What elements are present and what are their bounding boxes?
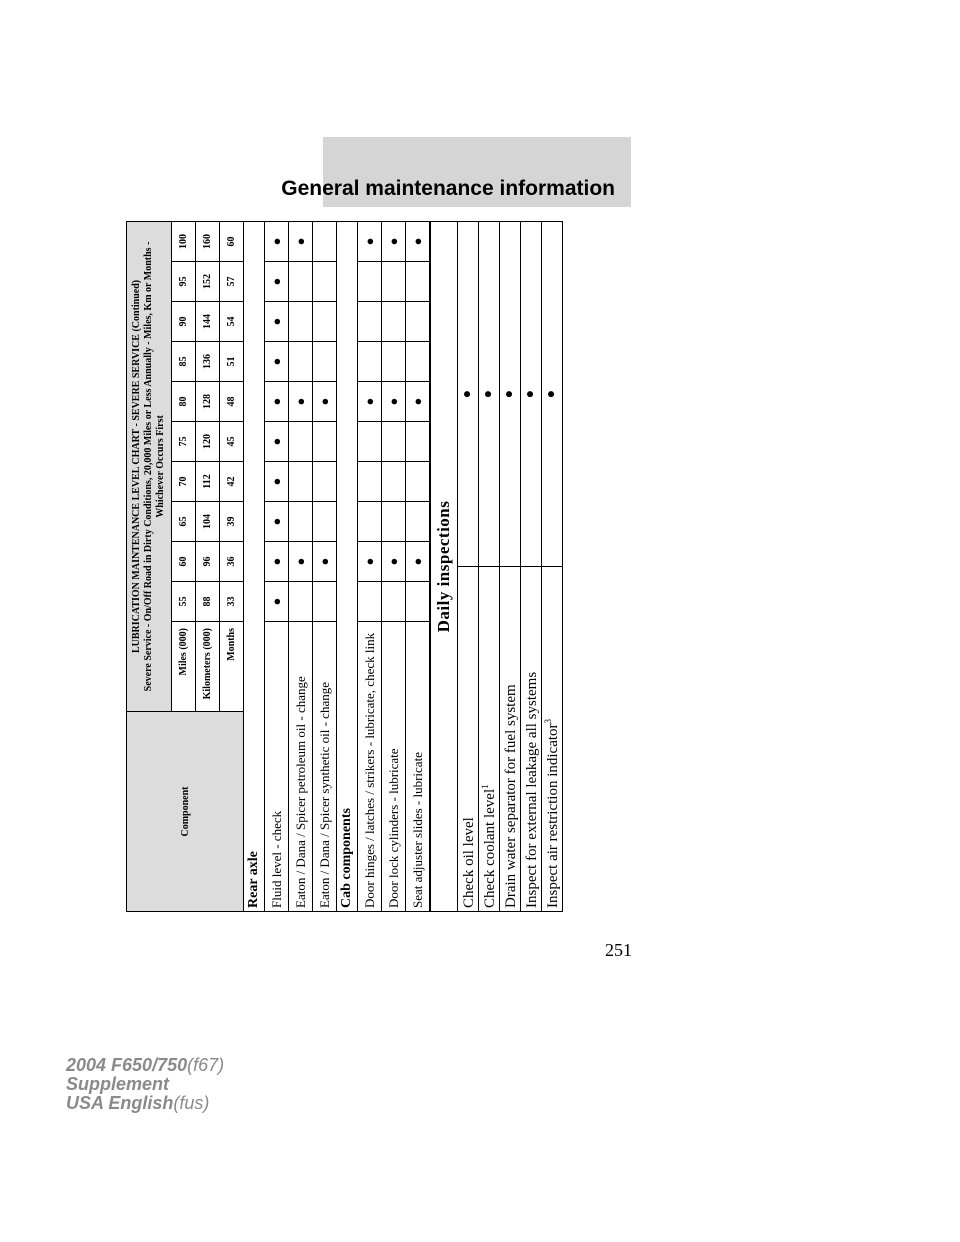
footer-language-code: (fus) — [173, 1093, 210, 1113]
km-value: 136 — [196, 342, 220, 382]
item-label: Eaton / Dana / Spicer synthetic oil - change — [313, 622, 337, 912]
maintenance-chart-frame — [126, 222, 561, 912]
service-mark: ● — [382, 542, 406, 582]
service-mark — [289, 302, 313, 342]
table-row — [313, 221, 337, 911]
miles-value: 55 — [172, 582, 196, 622]
service-mark — [289, 342, 313, 382]
months-value: 54 — [220, 302, 244, 342]
daily-item-text: Inspect for external leakage all systems — [523, 671, 540, 908]
service-mark: ● — [265, 342, 289, 382]
daily-item-text: Check oil level — [460, 817, 477, 908]
service-mark — [382, 262, 406, 302]
service-mark: ● — [265, 422, 289, 462]
daily-item-label — [500, 567, 521, 912]
km-label: Kilometers (000) — [196, 622, 220, 712]
miles-value: 95 — [172, 262, 196, 302]
service-mark: ● — [289, 542, 313, 582]
daily-inspections-table — [430, 221, 563, 912]
service-mark — [406, 502, 430, 542]
service-mark: ● — [358, 221, 382, 261]
section-title: Rear axle — [244, 221, 265, 911]
service-mark: ● — [358, 382, 382, 422]
service-mark — [313, 262, 337, 302]
daily-mark: ● — [521, 222, 542, 567]
service-mark: ● — [313, 382, 337, 422]
service-mark: ● — [265, 462, 289, 502]
service-mark — [406, 582, 430, 622]
km-value: 144 — [196, 302, 220, 342]
service-mark — [289, 262, 313, 302]
table-row — [358, 221, 382, 911]
km-value: 120 — [196, 422, 220, 462]
footer-language: USA English — [66, 1093, 174, 1113]
service-mark — [313, 462, 337, 502]
service-mark: ● — [265, 582, 289, 622]
service-mark — [358, 422, 382, 462]
banner-line-1: LUBRICATION MAINTENANCE LEVEL CHART - SEVERE SERVICE (Continued) — [131, 279, 142, 654]
service-mark — [382, 342, 406, 382]
service-mark — [313, 582, 337, 622]
banner-row — [127, 221, 172, 911]
document-footer — [66, 1056, 224, 1113]
months-value: 42 — [220, 462, 244, 502]
miles-value: 80 — [172, 382, 196, 422]
banner-line-2: Severe Service - On/Off Road in Dirty Conditions, 20,000 Miles or Less Annually - Miles, Km or Months - — [143, 241, 154, 692]
service-mark: ● — [289, 221, 313, 261]
km-value: 104 — [196, 502, 220, 542]
banner-line-3: Whichever Occurs First — [155, 415, 166, 518]
miles-label: Miles (000) — [172, 622, 196, 712]
item-label: Door lock cylinders - lubricate — [382, 622, 406, 912]
item-label: Door hinges / latches / strikers - lubricate, check link — [358, 622, 382, 912]
service-mark — [406, 302, 430, 342]
service-mark: ● — [313, 542, 337, 582]
service-mark — [289, 582, 313, 622]
daily-item-text: Inspect air restriction indicator — [544, 723, 561, 908]
table-row — [265, 221, 289, 911]
section-title: Cab components — [337, 221, 358, 911]
service-mark: ● — [265, 502, 289, 542]
months-value: 51 — [220, 342, 244, 382]
service-mark — [406, 342, 430, 382]
daily-mark: ● — [479, 222, 500, 567]
header-band — [281, 137, 631, 207]
daily-row — [500, 222, 521, 912]
footer-line-1 — [66, 1056, 224, 1075]
table-row — [289, 221, 313, 911]
service-mark — [313, 302, 337, 342]
table-row — [406, 221, 430, 911]
page-number: 251 — [605, 940, 632, 960]
table-row — [382, 221, 406, 911]
service-mark — [313, 342, 337, 382]
months-value: 57 — [220, 262, 244, 302]
daily-item-label — [542, 567, 563, 912]
footer-model: 2004 F650/750 — [66, 1055, 188, 1075]
months-value: 45 — [220, 422, 244, 462]
daily-item-label — [521, 567, 542, 912]
service-mark: ● — [265, 221, 289, 261]
daily-item-label — [479, 567, 500, 912]
service-mark — [358, 262, 382, 302]
service-mark — [382, 582, 406, 622]
service-mark — [313, 422, 337, 462]
maintenance-chart-table — [126, 221, 430, 912]
maintenance-chart-rotated — [126, 222, 561, 912]
daily-row — [458, 222, 479, 912]
service-mark: ● — [358, 542, 382, 582]
service-mark — [406, 462, 430, 502]
service-mark: ● — [289, 382, 313, 422]
daily-item-text: Check coolant level — [481, 788, 498, 908]
miles-value: 65 — [172, 502, 196, 542]
daily-mark: ● — [458, 222, 479, 567]
footer-model-code: (f67) — [187, 1055, 225, 1075]
months-value: 60 — [220, 221, 244, 261]
months-label: Months — [220, 622, 244, 712]
service-mark — [289, 462, 313, 502]
miles-value: 75 — [172, 422, 196, 462]
footnote-ref: 1 — [479, 784, 490, 789]
service-mark — [382, 302, 406, 342]
chart-banner — [127, 221, 172, 711]
months-value: 48 — [220, 382, 244, 422]
service-mark: ● — [265, 382, 289, 422]
daily-mark: ● — [500, 222, 521, 567]
daily-row — [542, 222, 563, 912]
km-value: 96 — [196, 542, 220, 582]
service-mark: ● — [382, 221, 406, 261]
item-label: Fluid level - check — [265, 622, 289, 912]
service-mark — [313, 502, 337, 542]
service-mark — [382, 502, 406, 542]
footer-line-2: Supplement — [66, 1074, 170, 1094]
section-row — [244, 221, 265, 911]
daily-mark: ● — [542, 222, 563, 567]
service-mark: ● — [382, 382, 406, 422]
service-mark — [358, 462, 382, 502]
service-mark — [358, 502, 382, 542]
item-label: Seat adjuster slides - lubricate — [406, 622, 430, 912]
daily-item-text: Drain water separator for fuel system — [502, 684, 519, 908]
service-mark: ● — [406, 542, 430, 582]
miles-value: 85 — [172, 342, 196, 382]
service-mark — [406, 422, 430, 462]
section-row — [337, 221, 358, 911]
daily-row — [479, 222, 500, 912]
daily-item-label — [458, 567, 479, 912]
service-mark — [289, 502, 313, 542]
months-value: 33 — [220, 582, 244, 622]
service-mark — [406, 262, 430, 302]
service-mark — [358, 302, 382, 342]
service-mark — [358, 342, 382, 382]
km-value: 88 — [196, 582, 220, 622]
service-mark — [382, 462, 406, 502]
months-value: 36 — [220, 542, 244, 582]
daily-inspections-title: Daily inspections — [431, 222, 458, 912]
service-mark — [358, 582, 382, 622]
months-value: 39 — [220, 502, 244, 542]
daily-row — [521, 222, 542, 912]
km-value: 160 — [196, 221, 220, 261]
km-value: 152 — [196, 262, 220, 302]
service-mark — [313, 221, 337, 261]
service-mark: ● — [406, 382, 430, 422]
service-mark: ● — [265, 302, 289, 342]
item-label: Eaton / Dana / Spicer petroleum oil - change — [289, 622, 313, 912]
footer-line-3 — [66, 1094, 224, 1113]
km-value: 112 — [196, 462, 220, 502]
component-header: Component — [127, 712, 244, 912]
footnote-ref: 3 — [542, 718, 553, 724]
miles-value: 60 — [172, 542, 196, 582]
miles-value: 100 — [172, 221, 196, 261]
miles-value: 90 — [172, 302, 196, 342]
page-title: General maintenance information — [281, 177, 615, 200]
service-mark: ● — [406, 221, 430, 261]
service-mark — [382, 422, 406, 462]
service-mark: ● — [265, 542, 289, 582]
daily-title-row — [431, 222, 458, 912]
miles-value: 70 — [172, 462, 196, 502]
service-mark — [289, 422, 313, 462]
service-mark: ● — [265, 262, 289, 302]
km-value: 128 — [196, 382, 220, 422]
